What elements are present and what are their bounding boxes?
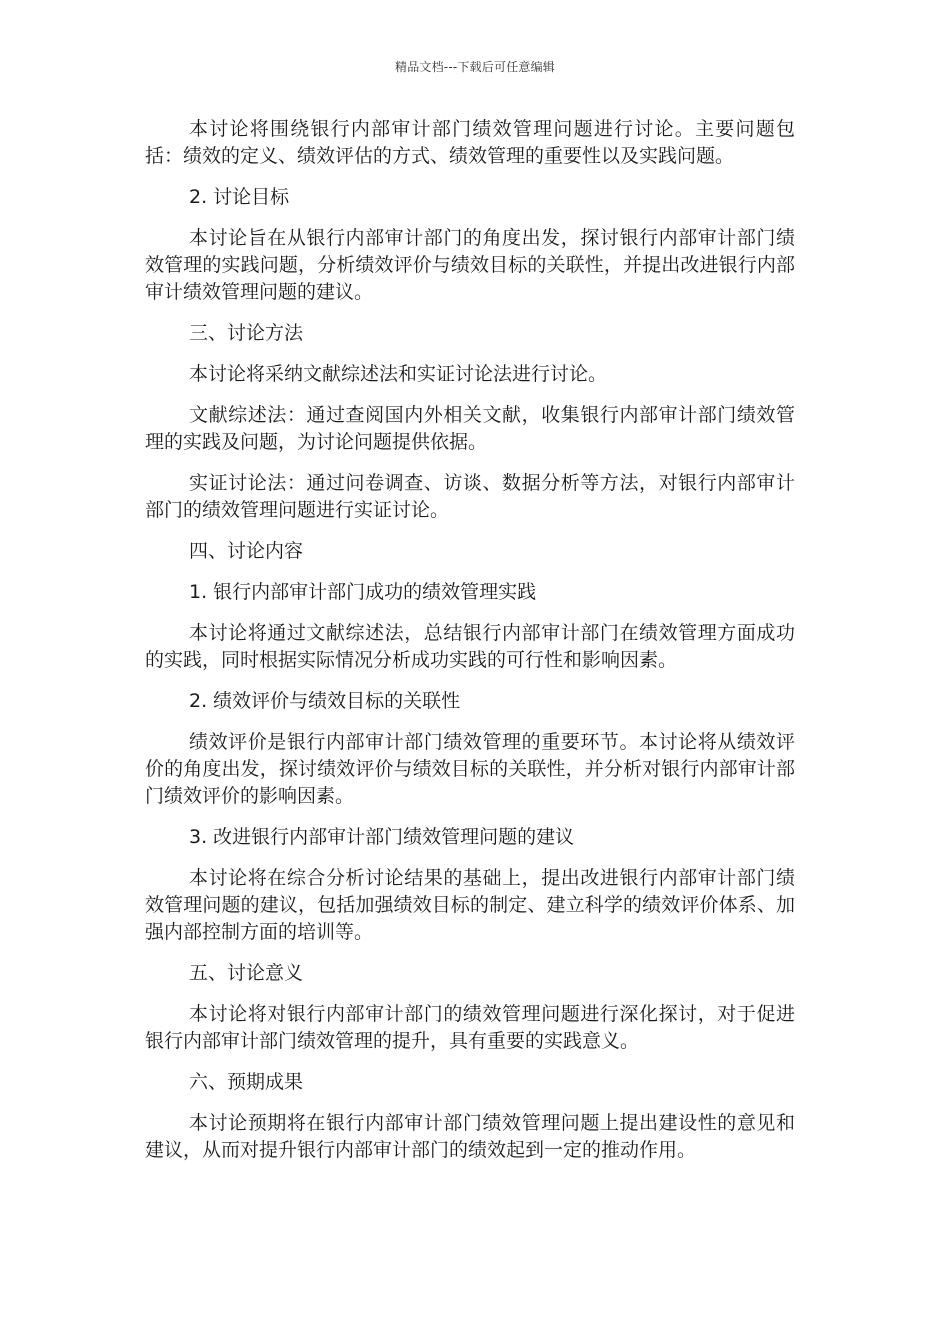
section-heading: 五、讨论意义 (189, 962, 304, 984)
section-heading: 2. 讨论目标 (189, 186, 290, 208)
paragraph: 本讨论将围绕银行内部审计部门绩效管理问题进行讨论。主要问题包括：绩效的定义、绩效评估的方式、绩效管理的重要性以及实践问题。 (145, 118, 795, 167)
section-heading: 四、讨论内容 (189, 540, 304, 562)
section-heading: 三、讨论方法 (189, 322, 304, 344)
document-body (145, 116, 795, 1178)
subsection-heading: 1. 银行内部审计部门成功的绩效管理实践 (189, 581, 537, 603)
paragraph: 本讨论将通过文献综述法，总结银行内部审计部门在绩效管理方面成功的实践，同时根据实际情况分析成功实践的可行性和影响因素。 (145, 622, 795, 671)
paragraph: 本讨论预期将在银行内部审计部门绩效管理问题上提出建设性的意见和建议，从而对提升银行内部审计部门的绩效起到一定的推动作用。 (145, 1112, 795, 1161)
paragraph: 本讨论将对银行内部审计部门的绩效管理问题进行深化探讨，对于促进银行内部审计部门绩效管理的提升，具有重要的实践意义。 (145, 1003, 795, 1052)
page-header: 精品文档---下载后可任意编辑 (395, 60, 555, 74)
subsection-heading: 2. 绩效评价与绩效目标的关联性 (189, 690, 461, 712)
paragraph: 绩效评价是银行内部审计部门绩效管理的重要环节。本讨论将从绩效评价的角度出发，探讨绩效评价与绩效目标的关联性，并分析对银行内部审计部门绩效评价的影响因素。 (145, 731, 795, 807)
paragraph: 本讨论旨在从银行内部审计部门的角度出发，探讨银行内部审计部门绩效管理的实践问题，分析绩效评价与绩效目标的关联性，并提出改进银行内部审计绩效管理问题的建议。 (145, 227, 795, 303)
paragraph: 本讨论将采纳文献综述法和实证讨论法进行讨论。 (189, 363, 608, 385)
paragraph: 本讨论将在综合分析讨论结果的基础上，提出改进银行内部审计部门绩效管理问题的建议，包括加强绩效目标的制定、建立科学的绩效评价体系、加强内部控制方面的培训等。 (145, 867, 795, 943)
paragraph: 文献综述法：通过查阅国内外相关文献，收集银行内部审计部门绩效管理的实践及问题，为讨论问题提供依据。 (145, 404, 795, 453)
subsection-heading: 3. 改进银行内部审计部门绩效管理问题的建议 (189, 826, 575, 848)
section-heading: 六、预期成果 (189, 1071, 304, 1093)
paragraph: 实证讨论法：通过问卷调查、访谈、数据分析等方法，对银行内部审计部门的绩效管理问题进行实证讨论。 (145, 472, 795, 521)
